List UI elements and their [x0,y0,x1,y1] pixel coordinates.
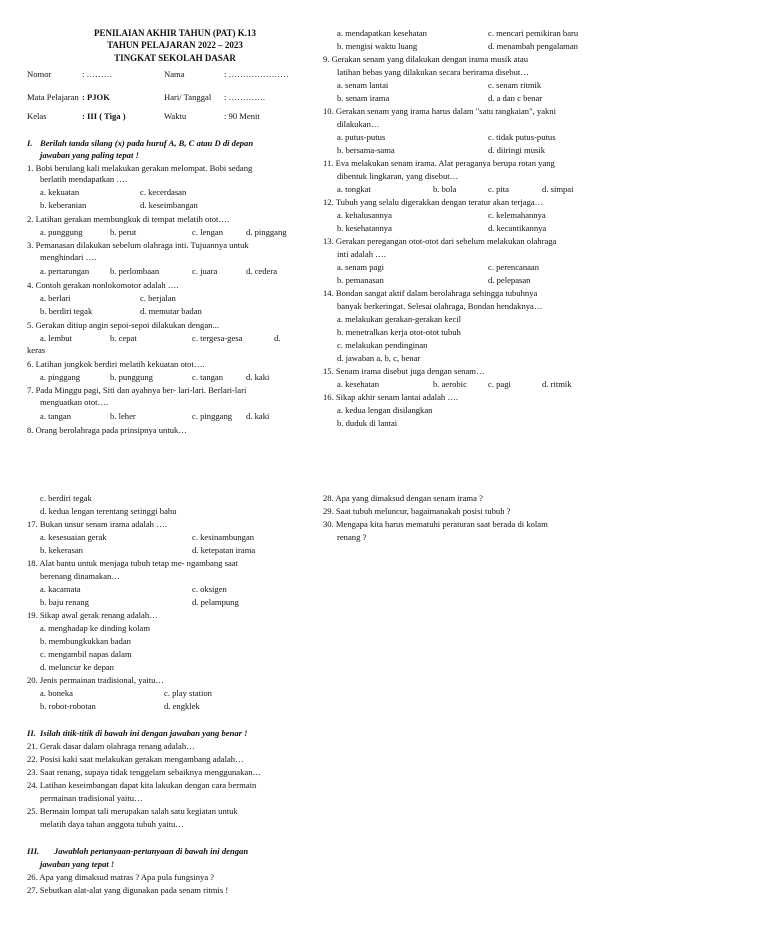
nomor-label: Nomor [27,69,52,79]
option-2a[interactable]: a. punggung [40,227,83,237]
option-18c[interactable]: c. oksigen [192,584,227,594]
question-5: 5. Gerakan ditiup angin sepoi-sepoi dilakukan dengan... [27,320,219,330]
option-16c[interactable]: c. berdiri tegak [40,493,92,503]
question-24: 24. Latihan keseimbangan dapat kita lakukan dengan cara bermain [27,780,257,790]
option-12b[interactable]: b. kesehatannya [337,223,392,233]
question-1: 1. Bobi berulang kali melakukan gerakan melompat. Bobi sedang [27,163,253,173]
option-4a[interactable]: a. berlari [40,293,71,303]
option-5b[interactable]: b. cepat [110,333,137,343]
option-14a[interactable]: a. melakukan gerakan-gerakan kecil [337,314,462,324]
section1-title: Berilah tanda silang (x) pada huruf A, B, C atau D di depan [40,138,254,148]
question-7: 7. Pada Minggu pagi, Siti dan ayahnya ber- lari-lari. Berlari-lari [27,385,247,395]
option-15c[interactable]: c. pagi [488,379,511,389]
question-11: 11. Eva melakukan senam irama. Alat peraganya berupa rotan yang [323,158,555,168]
question-10: 10. Gerakan senam yang irama harus dalam "satu rangkaian", yakni [323,106,556,116]
section3-title-cont: jawaban yang tepat ! [40,859,115,869]
option-10b[interactable]: b. bersama-sama [337,145,395,155]
section2-number: II. [27,728,36,738]
option-8d[interactable]: d. menambah pengalaman [488,41,578,51]
waktu-value: : 90 Menit [224,111,260,121]
question-3-cont: menghindari …. [40,252,97,262]
option-8b[interactable]: b. mengisi waktu luang [337,41,418,51]
option-3b[interactable]: b. perlombaan [110,266,160,276]
question-20: 20. Jenis permainan tradisional, yaitu… [27,675,164,685]
option-19d[interactable]: d. meluncur ke depan [40,662,114,672]
option-20a[interactable]: a. boneka [40,688,73,698]
option-11c[interactable]: c. pita [488,184,509,194]
section2-title: Isilah titik-titik di bawah ini dengan jawaban yang benar ! [40,728,248,738]
question-4: 4. Contoh gerakan nonlokomotor adalah …. [27,280,179,290]
question-9-cont: latihan bebas yang dilakukan secara berirama disebut… [337,67,529,77]
option-9a[interactable]: a. senam lantai [337,80,389,90]
option-9d[interactable]: d. a dan c benar [488,93,543,103]
question-12: 12. Tubuh yang selalu digerakkan dengan teratur akan terjaga… [323,197,544,207]
option-4c[interactable]: c. berjalan [140,293,176,303]
question-29: 29. Saat tubuh meluncur, bagaimanakah posisi tubuh ? [323,506,511,516]
option-10a[interactable]: a. putus-putus [337,132,386,142]
option-17b[interactable]: b. kekerasan [40,545,83,555]
question-8: 8. Orang berolahraga pada prinsipnya untuk… [27,425,187,435]
option-6b[interactable]: b. punggung [110,372,153,382]
option-1b[interactable]: b. keberanian [40,200,87,210]
option-17d[interactable]: d. ketepatan irama [192,545,256,555]
option-16b[interactable]: b. duduk di lantai [337,418,398,428]
option-4d[interactable]: d. memutar badan [140,306,202,316]
question-26: 26. Apa yang dimaksud matras ? Apa pula fungsinya ? [27,872,215,882]
option-9c[interactable]: c. senam ritmik [488,80,542,90]
option-20b[interactable]: b. robot-robotan [40,701,96,711]
question-18: 18. Alat bantu untuk menjaga tubuh tetap me- ngambang saat [27,558,238,568]
option-13c[interactable]: c. perencanaan [488,262,540,272]
option-3a[interactable]: a. pertarungan [40,266,90,276]
question-24-cont: permainan tradisional yaitu… [40,793,143,803]
option-16d[interactable]: d. kedua lengan terentang setinggi bahu [40,506,177,516]
option-17c[interactable]: c. kesinambungan [192,532,255,542]
school-level: TINGKAT SEKOLAH DASAR [114,53,236,63]
question-13-cont: inti adalah …. [337,249,386,259]
option-19b[interactable]: b. membungkukkan badan [40,636,131,646]
option-9b[interactable]: b. senam irama [337,93,390,103]
option-3d[interactable]: d. cedera [246,266,278,276]
option-7d[interactable]: d. kaki [246,411,270,421]
question-11-cont: dibentuk lingkaran, yang disebut… [337,171,459,181]
question-28: 28. Apa yang dimaksud dengan senam irama ? [323,493,483,503]
option-18d[interactable]: d. pelampung [192,597,239,607]
option-17a[interactable]: a. kesesuaian gerak [40,532,107,542]
question-30: 30. Mengapa kita harus mematuhi peraturan saat berada di kolam [323,519,548,529]
option-7a[interactable]: a. tangan [40,411,72,421]
kelas-label: Kelas [27,111,47,121]
section3-number: III. [27,846,40,856]
nama-value: : ………………… [224,69,289,79]
option-1d[interactable]: d. keseimbangan [140,200,198,210]
question-2: 2. Latihan gerakan membungkuk di tempat melatih otot…. [27,214,230,224]
option-2d[interactable]: d. pinggang [246,227,287,237]
option-5d-text: keras [27,345,46,355]
question-9: 9. Gerakan senam yang dilakukan dengan irama musik atau [323,54,528,64]
option-2c[interactable]: c. lengan [192,227,224,237]
nama-label: Nama [164,69,185,79]
question-30-cont: renang ? [337,532,367,542]
option-1a[interactable]: a. kekuatan [40,187,80,197]
option-20d[interactable]: d. engklek [164,701,200,711]
question-15: 15. Senam irama disebut juga dengan senam… [323,366,485,376]
option-5d[interactable]: d. [274,333,281,343]
option-11b[interactable]: b. bola [433,184,457,194]
option-13b[interactable]: b. pemanasan [337,275,384,285]
question-14: 14. Bondan sangat aktif dalam berolahraga sehingga tubuhnya [323,288,538,298]
option-5c[interactable]: c. tergesa-gesa [192,333,243,343]
question-17: 17. Bukan unsur senam irama adalah …. [27,519,167,529]
option-18b[interactable]: b. baju renang [40,597,89,607]
school-year: TAHUN PELAJARAN 2022 – 2023 [107,40,243,50]
question-14-cont: banyak berkeringat. Selesai olahraga, Bondan hendaknya… [337,301,543,311]
exam-title: PENILAIAN AKHIR TAHUN (PAT) K.13 [93,28,257,38]
nomor-value: : ……… [82,69,113,79]
question-25-cont: melatih daya tahan anggota tubuh yaitu… [40,819,184,829]
option-10d[interactable]: d. diiringi musik [488,145,546,155]
option-11a[interactable]: a. tongkat [337,184,371,194]
option-5a[interactable]: a. lembut [40,333,72,343]
kelas-value: : III ( Tiga ) [82,111,126,121]
question-3: 3. Pemanasan dilakukan sebelum olahraga inti. Tujuannya untuk [27,240,249,250]
section3-title: Jawablah pertanyaan-pertanyaan di bawah ini dengan [54,846,249,856]
question-13: 13. Gerakan peregangan otot-otot dari sebelum melakukan olahraga [323,236,557,246]
question-27: 27. Sebutkan alat-alat yang digunakan pada senam ritmis ! [27,885,229,895]
option-8c[interactable]: c. mencari pemikiran baru [488,28,579,38]
option-6d[interactable]: d. kaki [246,372,270,382]
section1-title-cont: jawaban yang paling tepat ! [40,150,139,160]
question-22: 22. Posisi kaki saat melakukan gerakan mengambang adalah… [27,754,244,764]
question-16: 16. Sikap akhir senam lantai adalah …. [323,392,459,402]
section1-number: I. [27,138,33,148]
question-7-cont: menguatkan otot…. [40,397,109,407]
option-15b[interactable]: b. aerobic [433,379,467,389]
question-10-cont: dilakukan… [337,119,380,129]
question-19: 19. Sikap awal gerak renang adalah… [27,610,158,620]
question-23: 23. Saat renang, supaya tidak tenggelam sebaiknya menggunakan… [27,767,262,777]
option-19c[interactable]: c. mengambil napas dalam [40,649,132,659]
option-12c[interactable]: c. kelemahannya [488,210,546,220]
option-20c[interactable]: c. play station [164,688,212,698]
mapel-value: : PJOK [82,92,110,102]
option-14b[interactable]: b. menetralkan kerja otot-otot tubuh [337,327,461,337]
option-13d[interactable]: d. pelepasan [488,275,531,285]
option-18a[interactable]: a. kacamata [40,584,81,594]
option-1c[interactable]: c. kecerdasan [140,187,187,197]
waktu-label: Waktu [164,111,187,121]
option-6a[interactable]: a. pinggang [40,372,81,382]
option-3c[interactable]: c. juara [192,266,218,276]
option-14c[interactable]: c. melakukan pendinginan [337,340,428,350]
mapel-label: Mata Pelajaran [27,92,79,102]
option-6c[interactable]: c. tangan [192,372,224,382]
option-11d[interactable]: d. simpai [542,184,574,194]
question-6: 6. Latihan jongkok berdiri melatih kekuatan otot…. [27,359,205,369]
option-15a[interactable]: a. kesehatan [337,379,379,389]
hari-label: Hari/ Tanggal [164,92,212,102]
option-12a[interactable]: a. kehalusannya [337,210,392,220]
option-19a[interactable]: a. menghadap ke dinding kolam [40,623,151,633]
option-16a[interactable]: a. kedua lengan disilangkan [337,405,433,415]
question-1-cont: berlatih mendapatkan …. [40,174,128,184]
option-8a[interactable]: a. mendapatkan kesehatan [337,28,427,38]
option-7c[interactable]: c. pinggang [192,411,233,421]
question-21: 21. Gerak dasar dalam olahraga renang adalah… [27,741,195,751]
option-2b[interactable]: b. perut [110,227,137,237]
option-14d[interactable]: d. jawaban a, b, c, benar [337,353,421,363]
option-13a[interactable]: a. senam pagi [337,262,385,272]
option-15d[interactable]: d. ritmik [542,379,572,389]
option-12d[interactable]: d. kecantikannya [488,223,547,233]
question-25: 25. Bermain lompat tali merupakan salah satu kegiatan untuk [27,806,238,816]
option-4b[interactable]: b. berdiri tegak [40,306,93,316]
option-7b[interactable]: b. leher [110,411,136,421]
question-18-cont: berenang dinamakan… [40,571,120,581]
option-10c[interactable]: c. tidak putus-putus [488,132,556,142]
hari-value: : …………. [224,92,266,102]
